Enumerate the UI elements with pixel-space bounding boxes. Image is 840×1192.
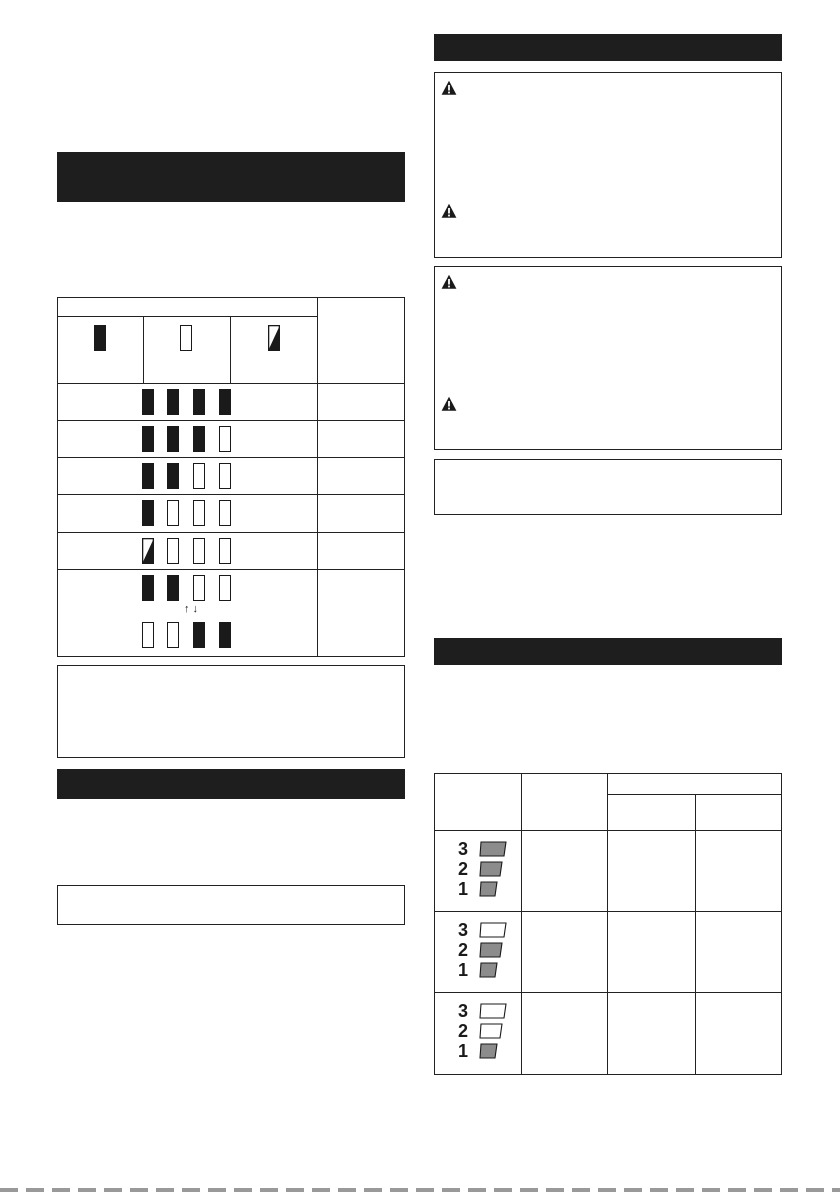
indicator-lamp-lit (219, 622, 231, 648)
speed-level-number: 1 (458, 1041, 469, 1061)
indicator-lamp-lit (193, 389, 205, 415)
indicator-lamp-blinking (142, 538, 154, 564)
page-bottom-marks (0, 1188, 840, 1192)
speed-lamp-on-icon (479, 841, 507, 857)
indicator-lamp-lit (193, 622, 205, 648)
indicator-lamp-off (193, 463, 205, 489)
speed-level-number: 3 (458, 839, 469, 859)
note-box-battery (57, 665, 405, 758)
legend-off-indicator (180, 325, 192, 351)
speed-level-number: 2 (458, 859, 469, 879)
speed-lamp-on-icon (479, 962, 498, 978)
warning-triangle-icon (441, 80, 457, 96)
indicator-lamp-lit (142, 575, 154, 601)
speed-level-number: 1 (458, 960, 469, 980)
indicator-lamp-lit (142, 463, 154, 489)
indicator-lamp-off (142, 622, 154, 648)
section-header-left-2 (57, 769, 405, 799)
warning-triangle-icon (441, 274, 457, 290)
indicator-lamp-lit (219, 389, 231, 415)
warning-box-2 (434, 266, 782, 450)
warning-triangle-icon (441, 203, 457, 219)
speed-level-number: 3 (458, 1001, 469, 1021)
indicator-lamp-off (167, 500, 179, 526)
warning-triangle-icon (441, 396, 457, 412)
speed-level-number: 2 (458, 940, 469, 960)
indicator-lamp-off (219, 575, 231, 601)
indicator-lamp-off (219, 538, 231, 564)
indicator-lamp-lit (167, 463, 179, 489)
speed-level-number: 2 (458, 1021, 469, 1041)
alternate-arrows (171, 602, 211, 616)
section-header-right-2 (434, 638, 782, 665)
speed-lamp-on-icon (479, 1043, 498, 1059)
indicator-lamp-lit (167, 575, 179, 601)
speed-lamp-on-icon (479, 861, 503, 877)
speed-level-number: 1 (458, 879, 469, 899)
indicator-lamp-off (193, 575, 205, 601)
indicator-lamp-lit (193, 426, 205, 452)
warning-box-1 (434, 72, 782, 258)
note-box-left-2 (57, 885, 405, 925)
indicator-lamp-lit (167, 389, 179, 415)
indicator-lamp-off (167, 538, 179, 564)
indicator-lamp-off (193, 538, 205, 564)
indicator-lamp-lit (167, 426, 179, 452)
indicator-lamp-off (167, 622, 179, 648)
speed-setting-table (434, 773, 782, 1075)
arrow-down-icon: ↓ (192, 603, 199, 615)
indicator-lamp-lit (142, 500, 154, 526)
speed-lamp-on-icon (479, 942, 503, 958)
speed-lamp-off-icon (479, 1003, 507, 1019)
legend-blinking-indicator (268, 325, 280, 351)
speed-lamp-off-icon (479, 1023, 503, 1039)
indicator-lamp-off (219, 426, 231, 452)
indicator-lamp-off (219, 463, 231, 489)
indicator-lamp-lit (142, 389, 154, 415)
speed-level-number: 3 (458, 920, 469, 940)
speed-lamp-on-icon (479, 881, 498, 897)
battery-indicator-table (57, 297, 405, 657)
section-header-right-1 (434, 34, 782, 61)
indicator-lamp-lit (142, 426, 154, 452)
indicator-lamp-off (193, 500, 205, 526)
section-header-battery-capacity (57, 152, 405, 202)
speed-lamp-off-icon (479, 922, 507, 938)
indicator-lamp-off (219, 500, 231, 526)
arrow-up-icon: ↑ (183, 603, 190, 615)
note-box-right (434, 459, 782, 515)
legend-lit-indicator (94, 325, 106, 351)
